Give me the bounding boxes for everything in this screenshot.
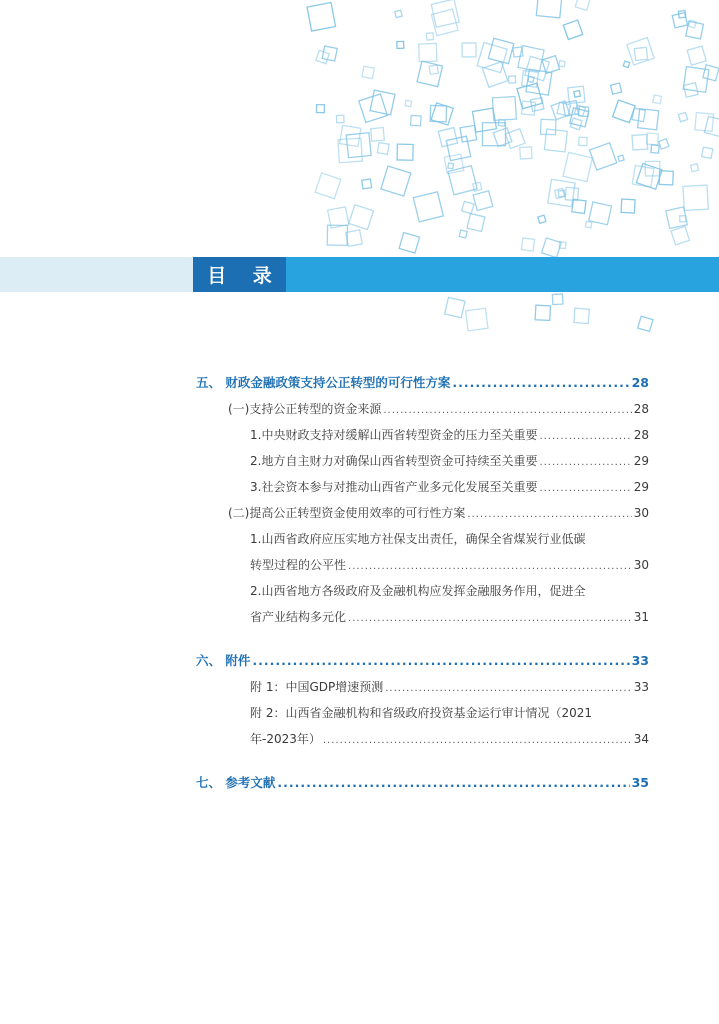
decorative-square [340, 125, 361, 146]
toc-leader-dots [323, 728, 632, 754]
decorative-square [542, 56, 560, 74]
decorative-square [381, 166, 411, 196]
toc-entry-section-7[interactable] [196, 770, 649, 796]
toc-entry-text-line1: 1.山西省政府应压实地方社保支出责任，确保全省煤炭行业低碳 [250, 532, 586, 546]
table-of-contents [196, 370, 649, 796]
toc-entry-5-1-1[interactable] [196, 422, 649, 448]
decorative-square [688, 20, 696, 28]
toc-entry-text: 七、 参考文献 [196, 775, 276, 790]
decorative-square [574, 308, 589, 323]
toc-entry-text: 附 1：中国GDP增速预测 [250, 680, 384, 694]
toc-entry-text-line2: 省产业结构多元化 [250, 610, 347, 624]
decorative-square [632, 134, 648, 150]
decorative-square [653, 95, 662, 104]
toc-page-number: 29 [633, 480, 649, 494]
toc-page-number: 29 [633, 454, 649, 468]
decorative-square [672, 13, 687, 28]
toc-leader-dots [467, 502, 631, 528]
decorative-square [460, 125, 477, 142]
toc-entry-text-line2: 转型过程的公平性 [250, 558, 347, 572]
decorative-square [521, 238, 534, 251]
toc-leader-dots [539, 476, 631, 502]
toc-title: 目 录 [207, 265, 282, 287]
toc-page-number: 35 [631, 775, 649, 790]
toc-entry-5-2-1[interactable] [196, 526, 649, 578]
toc-entry-text: (二)提高公正转型资金使用效率的可行性方案 [228, 506, 466, 520]
toc-leader-dots [539, 450, 631, 476]
decorative-square [528, 76, 534, 82]
decorative-square [362, 66, 374, 78]
decorative-square [377, 143, 389, 155]
toc-leader-dots [383, 398, 631, 424]
toc-entry-text: 2.地方自主财力对确保山西省转型资金可持续至关重要 [250, 454, 538, 468]
decorative-square [659, 139, 669, 149]
decorative-square [419, 43, 437, 61]
decorative-square [482, 62, 507, 87]
decorative-square [610, 83, 621, 94]
decorative-square [686, 21, 704, 39]
decorative-square [397, 144, 413, 160]
decorative-square [687, 46, 706, 65]
decorative-square [509, 76, 516, 83]
decorative-square [678, 112, 687, 121]
decorative-square [651, 145, 659, 153]
decorative-square [520, 147, 532, 159]
decorative-square [563, 152, 592, 181]
toc-entry-text: 1.中央财政支持对缓解山西省转型资金的压力至关重要 [250, 428, 538, 442]
decorative-square [627, 38, 654, 65]
decorative-square [346, 230, 363, 247]
decorative-square [621, 199, 635, 213]
decorative-square [671, 226, 690, 245]
toc-page-number: 34 [633, 732, 649, 746]
toc-entry-5-1-2[interactable] [196, 448, 649, 474]
toc-entry-text: (一)支持公正转型的资金来源 [228, 402, 382, 416]
decorative-square [574, 91, 580, 97]
decorative-square [683, 185, 708, 210]
decorative-square [371, 128, 385, 142]
toc-entry-5-1-3[interactable] [196, 474, 649, 500]
decorative-square [623, 61, 630, 68]
toc-page-number: 28 [633, 402, 649, 416]
decorative-square [492, 97, 516, 121]
decorative-square [618, 155, 624, 161]
decorative-square [336, 115, 344, 123]
toc-leader-dots [348, 606, 632, 632]
toc-leader-dots [277, 770, 629, 796]
decorative-square [634, 47, 647, 60]
banner-left-band [0, 257, 193, 292]
decorative-square [426, 33, 433, 40]
decorative-square [462, 43, 476, 57]
decorative-square [316, 105, 324, 113]
decorative-square [399, 233, 419, 253]
decorative-square [488, 38, 513, 63]
decorative-square [589, 143, 616, 170]
decorative-square [563, 20, 582, 39]
decorative-square [395, 10, 402, 17]
decorative-square [552, 294, 563, 305]
decorative-square [438, 128, 457, 147]
toc-page-number: 33 [633, 680, 649, 694]
toc-page-number: 30 [633, 506, 649, 520]
decorative-square [559, 61, 565, 67]
decorative-square [638, 316, 653, 331]
toc-entry-text-line1: 2.山西省地方各级政府及金融机构应发挥金融服务作用，促进全 [250, 584, 586, 598]
decorative-square [446, 136, 470, 160]
decorative-square [565, 187, 578, 200]
decorative-square [448, 166, 477, 195]
toc-page-number: 28 [631, 375, 649, 390]
toc-page-number: 28 [633, 428, 649, 442]
decorative-square [542, 238, 562, 258]
toc-entry-appendix-2[interactable] [196, 700, 649, 752]
toc-entry-text: 六、 附件 [196, 653, 251, 668]
decorative-square [691, 164, 699, 172]
decorative-square [666, 207, 688, 229]
decorative-square [538, 215, 546, 223]
toc-page-number: 33 [631, 653, 649, 668]
decorative-square [579, 137, 588, 146]
decorative-square [466, 308, 488, 330]
decorative-square [362, 179, 372, 189]
decorative-square [585, 221, 591, 227]
decorative-square [327, 225, 347, 245]
decorative-square [429, 65, 438, 74]
decorative-square [445, 297, 465, 317]
decorative-square [315, 173, 341, 199]
decorative-square [704, 116, 719, 136]
decorative-squares-pattern [0, 0, 719, 360]
toc-entry-section-6[interactable] [196, 648, 649, 674]
decorative-square [575, 0, 590, 10]
decorative-square [405, 100, 411, 106]
toc-entry-5-2-2[interactable] [196, 578, 649, 630]
decorative-square [411, 115, 421, 125]
toc-leader-dots [348, 554, 632, 580]
toc-leader-dots [385, 676, 631, 702]
decorative-square [589, 202, 612, 225]
toc-entry-text: 3.社会资本参与对推动山西省产业多元化发展至关重要 [250, 480, 538, 494]
decorative-square [703, 65, 719, 81]
decorative-square [541, 119, 556, 134]
decorative-square [535, 305, 550, 320]
banner-right-band [286, 257, 719, 292]
decorative-square [680, 216, 686, 222]
decorative-square [473, 191, 493, 211]
toc-entry-5-1[interactable] [196, 396, 649, 422]
decorative-square [413, 192, 443, 222]
decorative-square [448, 163, 454, 169]
decorative-square [572, 199, 586, 213]
decorative-square [462, 201, 474, 213]
decorative-square [638, 109, 659, 130]
decorative-square [647, 133, 659, 145]
decorative-square [548, 179, 575, 206]
toc-entry-text-line2: 年-2023年） [250, 732, 321, 746]
decorative-square [536, 0, 562, 18]
decorative-square [702, 147, 713, 158]
toc-entry-text-line1: 附 2：山西省金融机构和省级政府投资基金运行审计情况（2021 [250, 706, 592, 720]
toc-page-number: 30 [633, 558, 649, 572]
toc-entry-text: 五、 财政金融政策支持公正转型的可行性方案 [196, 375, 451, 390]
toc-title-box [193, 257, 286, 292]
toc-entry-5-2[interactable] [196, 500, 649, 526]
decorative-square [397, 41, 404, 48]
toc-leader-dots [539, 424, 631, 450]
decorative-square [695, 113, 714, 132]
toc-leader-dots [452, 370, 629, 396]
decorative-square [349, 205, 374, 230]
decorative-square [307, 3, 336, 32]
toc-entry-appendix-1[interactable] [196, 674, 649, 700]
toc-page-number: 31 [633, 610, 649, 624]
decorative-square [467, 214, 485, 232]
toc-leader-dots [252, 648, 629, 674]
toc-entry-section-5[interactable] [196, 370, 649, 396]
decorative-square [459, 230, 467, 238]
